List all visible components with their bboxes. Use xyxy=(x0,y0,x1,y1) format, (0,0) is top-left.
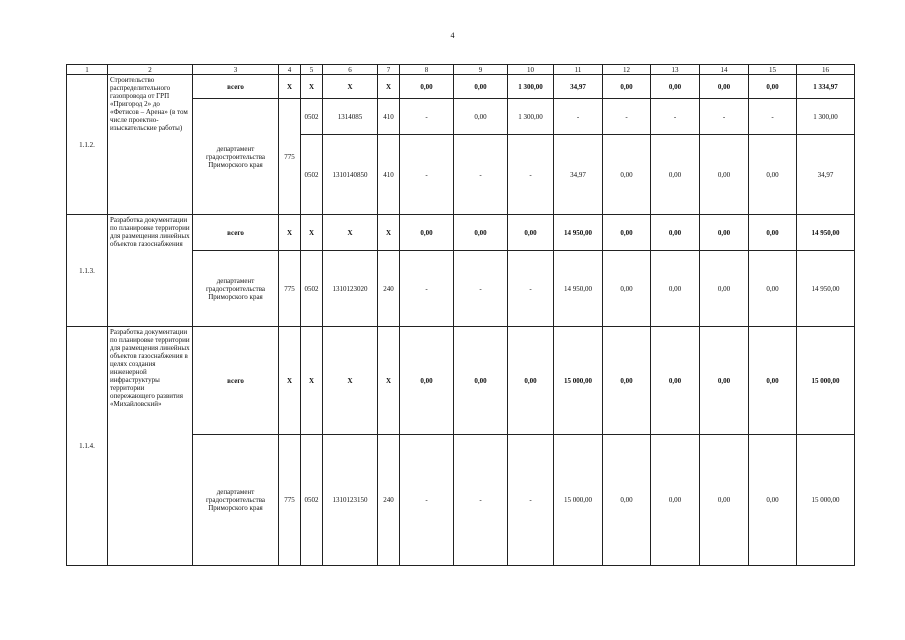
cell: Х xyxy=(378,75,400,99)
header-cell: 2 xyxy=(108,65,193,75)
header-cell: 1 xyxy=(67,65,108,75)
department-name: департамент градостроительства Приморского края xyxy=(193,251,279,327)
cell: 0,00 xyxy=(400,215,454,251)
cell: - xyxy=(454,135,508,215)
cell: 0,00 xyxy=(700,75,749,99)
cell: Х xyxy=(301,327,323,435)
cell: - xyxy=(400,251,454,327)
table-row xyxy=(67,75,855,99)
page-number: 4 xyxy=(450,31,455,40)
measure-name: Разработка документации по планировке территории для размещения линейных объектов газоснабжения в целях создания инженерной инфраструктуры территории опережающего развития «Михайловский» xyxy=(108,327,193,566)
header-cell: 12 xyxy=(603,65,651,75)
cell: - xyxy=(508,435,554,566)
cell: - xyxy=(603,99,651,135)
header-cell: 6 xyxy=(323,65,378,75)
cell: 0,00 xyxy=(651,435,700,566)
cell: Х xyxy=(301,75,323,99)
cell: 0,00 xyxy=(700,435,749,566)
header-cell: 7 xyxy=(378,65,400,75)
header-row xyxy=(67,65,855,75)
cell: 240 xyxy=(378,251,400,327)
total-label: всего xyxy=(193,215,279,251)
cell: 14 950,00 xyxy=(797,215,855,251)
cell: 1 300,00 xyxy=(508,75,554,99)
header-cell: 9 xyxy=(454,65,508,75)
cell: 410 xyxy=(378,99,400,135)
department-name: департамент градостроительства Приморского края xyxy=(193,99,279,215)
cell: 1314085 xyxy=(323,99,378,135)
cell: 0,00 xyxy=(603,75,651,99)
header-cell: 10 xyxy=(508,65,554,75)
cell: Х xyxy=(323,215,378,251)
cell: 0,00 xyxy=(454,99,508,135)
cell: 0,00 xyxy=(603,135,651,215)
department-name: департамент градостроительства Приморского края xyxy=(193,435,279,566)
cell: 14 950,00 xyxy=(554,215,603,251)
measure-name: Строительство распределительного газопровода от ГРП «Пригород 2» до «Фетисов – Арена» (в том числе проектно-изыскательские работы) xyxy=(108,75,193,215)
measure-name: Разработка документации по планировке территории для размещения линейных объектов газоснабжения xyxy=(108,215,193,327)
header-cell: 3 xyxy=(193,65,279,75)
cell: Х xyxy=(323,75,378,99)
cell: - xyxy=(400,99,454,135)
cell: 775 xyxy=(279,251,301,327)
cell: 15 000,00 xyxy=(797,327,855,435)
cell: 0502 xyxy=(301,99,323,135)
cell: Х xyxy=(279,75,301,99)
cell: 0,00 xyxy=(700,135,749,215)
cell: - xyxy=(700,99,749,135)
row-number: 1.1.4. xyxy=(67,327,108,566)
cell: 0,00 xyxy=(508,327,554,435)
cell: 1 300,00 xyxy=(508,99,554,135)
cell: 0,00 xyxy=(749,327,797,435)
cell: - xyxy=(454,251,508,327)
cell: 0,00 xyxy=(749,435,797,566)
cell: 0502 xyxy=(301,135,323,215)
cell: 0,00 xyxy=(603,251,651,327)
cell: 1 334,97 xyxy=(797,75,855,99)
header-cell: 15 xyxy=(749,65,797,75)
cell: - xyxy=(400,435,454,566)
cell: 410 xyxy=(378,135,400,215)
cell: 0,00 xyxy=(400,75,454,99)
cell: - xyxy=(508,135,554,215)
header-cell: 4 xyxy=(279,65,301,75)
cell: 0,00 xyxy=(700,215,749,251)
cell: Х xyxy=(279,327,301,435)
budget-table xyxy=(66,64,855,566)
cell: 0502 xyxy=(301,251,323,327)
cell: 15 000,00 xyxy=(554,327,603,435)
cell: 775 xyxy=(279,99,301,215)
cell: 0,00 xyxy=(651,75,700,99)
cell: 1310123020 xyxy=(323,251,378,327)
cell: 0,00 xyxy=(603,215,651,251)
cell: 0,00 xyxy=(749,75,797,99)
cell: - xyxy=(554,99,603,135)
total-label: всего xyxy=(193,327,279,435)
cell: 0,00 xyxy=(651,135,700,215)
total-label: всего xyxy=(193,75,279,99)
cell: 0,00 xyxy=(651,215,700,251)
cell: 0,00 xyxy=(603,435,651,566)
cell: 34,97 xyxy=(554,75,603,99)
cell: 15 000,00 xyxy=(554,435,603,566)
header-cell: 14 xyxy=(700,65,749,75)
cell: 1 300,00 xyxy=(797,99,855,135)
cell: 34,97 xyxy=(554,135,603,215)
cell: 14 950,00 xyxy=(554,251,603,327)
table-row xyxy=(67,215,855,251)
cell: 0,00 xyxy=(603,327,651,435)
cell: 34,97 xyxy=(797,135,855,215)
cell: - xyxy=(400,135,454,215)
cell: Х xyxy=(378,327,400,435)
cell: 775 xyxy=(279,435,301,566)
cell: 240 xyxy=(378,435,400,566)
cell: 0,00 xyxy=(749,135,797,215)
cell: - xyxy=(749,99,797,135)
cell: Х xyxy=(323,327,378,435)
header-cell: 13 xyxy=(651,65,700,75)
cell: 0,00 xyxy=(454,327,508,435)
cell: - xyxy=(651,99,700,135)
cell: 1310123150 xyxy=(323,435,378,566)
cell: 0,00 xyxy=(508,215,554,251)
cell: 0,00 xyxy=(700,251,749,327)
cell: Х xyxy=(378,215,400,251)
header-cell: 16 xyxy=(797,65,855,75)
cell: - xyxy=(454,435,508,566)
cell: Х xyxy=(279,215,301,251)
cell: 15 000,00 xyxy=(797,435,855,566)
header-cell: 5 xyxy=(301,65,323,75)
row-number: 1.1.2. xyxy=(67,75,108,215)
cell: 0,00 xyxy=(749,251,797,327)
cell: 1310140850 xyxy=(323,135,378,215)
cell: 0,00 xyxy=(400,327,454,435)
cell: Х xyxy=(301,215,323,251)
cell: 0,00 xyxy=(749,215,797,251)
cell: 0,00 xyxy=(454,75,508,99)
cell: 0502 xyxy=(301,435,323,566)
table-row xyxy=(67,327,855,435)
row-number: 1.1.3. xyxy=(67,215,108,327)
header-cell: 11 xyxy=(554,65,603,75)
cell: 0,00 xyxy=(700,327,749,435)
cell: 0,00 xyxy=(651,251,700,327)
cell: 0,00 xyxy=(651,327,700,435)
header-cell: 8 xyxy=(400,65,454,75)
cell: - xyxy=(508,251,554,327)
cell: 14 950,00 xyxy=(797,251,855,327)
cell: 0,00 xyxy=(454,215,508,251)
